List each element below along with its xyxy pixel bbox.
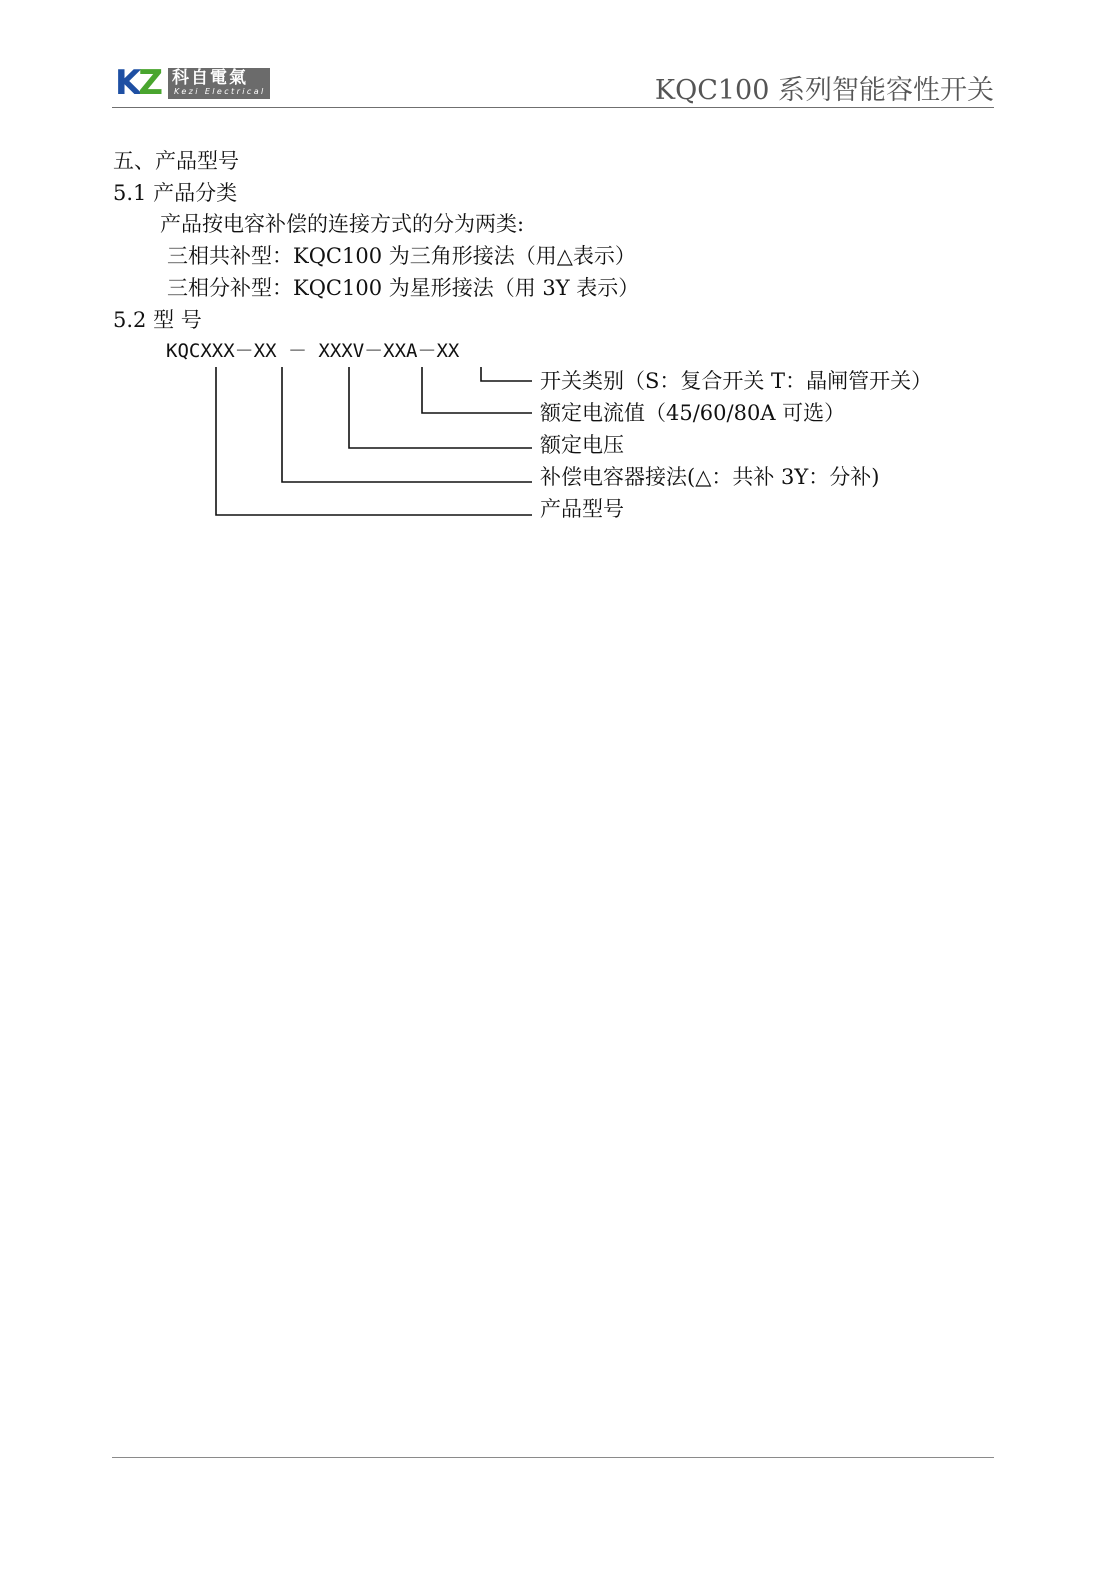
classification-intro: 产品按电容补偿的连接方式的分为两类: <box>160 212 525 236</box>
classification-item-split: 三相分补型：KQC100 为星形接法（用 3Y 表示） <box>167 276 640 300</box>
label-capacitor-connection: 补偿电容器接法(△：共补 3Y：分补) <box>540 465 880 489</box>
logo-chinese-name: 科自電氣 <box>172 68 248 88</box>
section-heading: 五、产品型号 <box>113 149 239 173</box>
label-product-model: 产品型号 <box>540 497 624 521</box>
leader-rated-voltage <box>349 367 532 448</box>
label-rated-current: 额定电流值（45/60/80A 可选） <box>540 401 846 425</box>
model-code: KQCXXX－XX － XXXV－XXA－XX <box>166 340 460 362</box>
subsection-5-2-heading: 5.2 型 号 <box>113 308 202 332</box>
leader-rated-current <box>422 367 532 413</box>
classification-item-common: 三相共补型：KQC100 为三角形接法（用△表示） <box>167 244 636 268</box>
label-switch-type: 开关类别（S：复合开关 T：晶闸管开关） <box>540 369 933 393</box>
leader-product-model <box>216 367 532 515</box>
subsection-5-1-heading: 5.1 产品分类 <box>113 181 238 205</box>
logo-mark-k: K <box>115 63 139 103</box>
leader-switch-type <box>481 367 532 381</box>
leader-capacitor-connection <box>282 367 532 482</box>
footer-divider <box>112 1457 994 1458</box>
logo-english-name: Kezi Electrical <box>174 87 266 96</box>
header-title: KQC100 系列智能容性开关 <box>654 75 994 106</box>
label-rated-voltage: 额定电压 <box>540 433 624 457</box>
logo-mark-z: Z <box>138 63 161 103</box>
